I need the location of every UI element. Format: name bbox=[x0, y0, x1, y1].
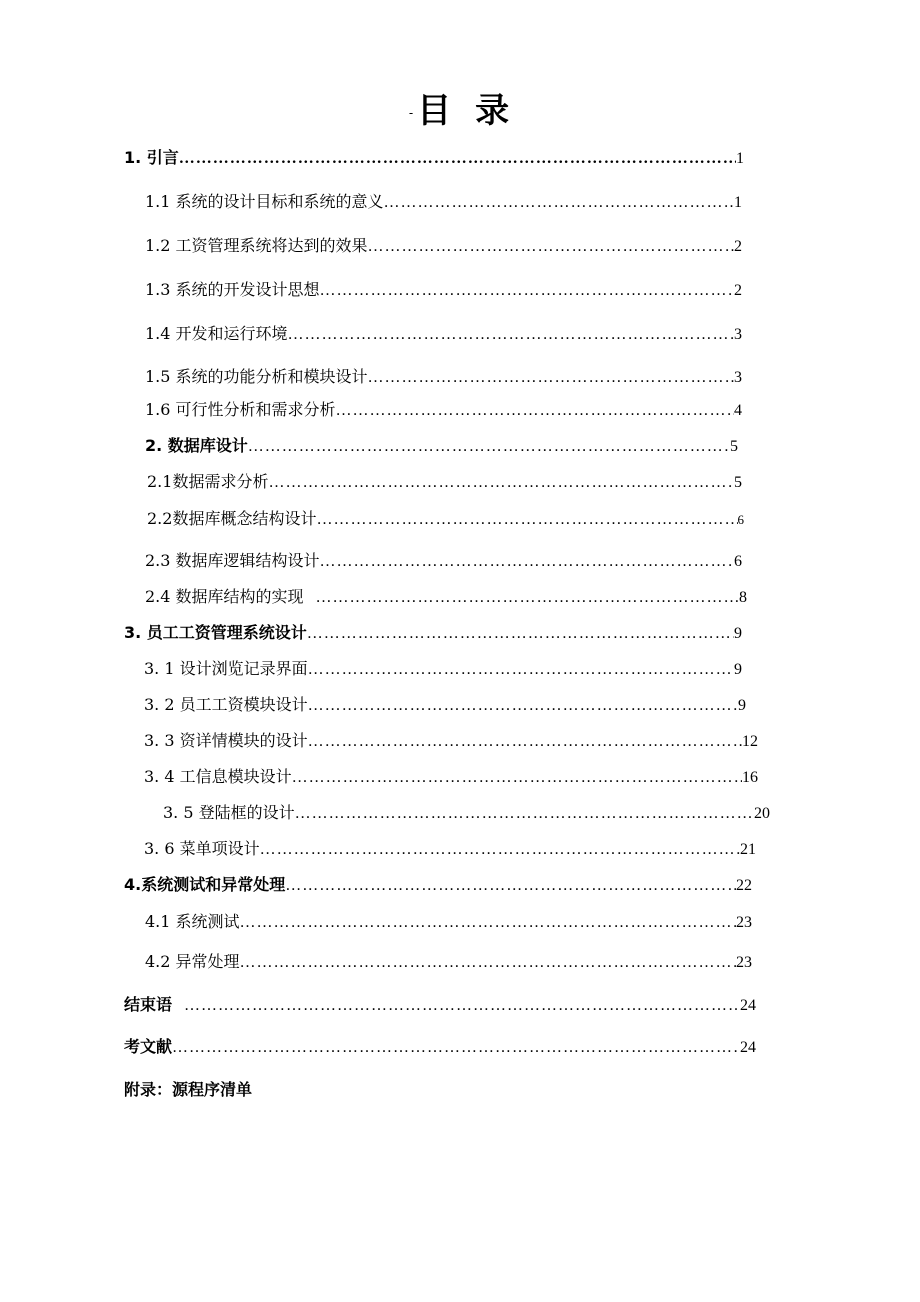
toc-entry-label: 3. 5 登陆框的设计 bbox=[163, 803, 295, 822]
toc-entry-page: 5 bbox=[730, 438, 738, 455]
toc-leader bbox=[240, 910, 736, 935]
toc-entry-label: 结束语 bbox=[124, 995, 173, 1014]
toc-entry[interactable] bbox=[145, 949, 752, 975]
toc-entry[interactable] bbox=[145, 321, 742, 347]
toc-entry-page: 2 bbox=[734, 238, 742, 255]
toc-entry-page: 9 bbox=[738, 697, 746, 714]
toc-entry-label: 3. 6 菜单项设计 bbox=[144, 839, 260, 858]
toc-entry-label: 2.1数据需求分析 bbox=[147, 472, 269, 491]
toc-entry[interactable] bbox=[144, 836, 756, 862]
toc-entry-page: 9 bbox=[734, 661, 742, 678]
toc-entry[interactable] bbox=[144, 764, 758, 790]
toc-entry[interactable] bbox=[124, 992, 756, 1018]
toc-entry[interactable] bbox=[145, 364, 742, 390]
toc-entry[interactable] bbox=[145, 548, 742, 574]
toc-entry-label: 2.4 数据库结构的实现 bbox=[145, 587, 304, 606]
toc-entry-label: 2.3 数据库逻辑结构设计 bbox=[145, 551, 320, 570]
toc-entry-page: 9 bbox=[734, 625, 742, 642]
toc-entry-page: 22 bbox=[736, 877, 752, 894]
toc-entry-page: 23 bbox=[736, 914, 752, 931]
toc-entry-page: 6 bbox=[737, 512, 744, 527]
toc-leader bbox=[240, 950, 736, 975]
toc-entry-label: 3. 1 设计浏览记录界面 bbox=[144, 659, 308, 678]
toc-entry-label: 1.3 系统的开发设计思想 bbox=[145, 280, 320, 299]
toc-entry-label: 2. 数据库设计 bbox=[145, 436, 248, 455]
toc-leader bbox=[307, 621, 734, 646]
toc-leader bbox=[308, 657, 734, 682]
toc-entry[interactable] bbox=[144, 728, 758, 754]
toc-entry[interactable] bbox=[144, 656, 742, 682]
toc-leader bbox=[308, 693, 738, 718]
toc-entry[interactable] bbox=[124, 620, 742, 646]
toc-entry-label: 附录：源程序清单 bbox=[124, 1080, 253, 1099]
toc-entry-label: 4.系统测试和异常处理 bbox=[124, 875, 286, 894]
toc-entry-label: 3. 4 工信息模块设计 bbox=[144, 767, 292, 786]
toc-entry-label: 3. 3 资详情模块的设计 bbox=[144, 731, 308, 750]
toc-entry-label: 考文献 bbox=[124, 1037, 173, 1056]
toc-entry-page: 21 bbox=[740, 841, 756, 858]
toc-leader bbox=[336, 398, 734, 423]
toc-leader bbox=[260, 837, 740, 862]
toc-leader bbox=[184, 993, 740, 1018]
toc-entry-label: 1.1 系统的设计目标和系统的意义 bbox=[145, 192, 384, 211]
toc-leader bbox=[179, 146, 736, 171]
toc-entry-page: 16 bbox=[742, 769, 758, 786]
toc-entry[interactable] bbox=[124, 872, 752, 898]
toc-entry-page: 8 bbox=[739, 589, 747, 606]
toc-entry[interactable] bbox=[145, 433, 738, 459]
toc-leader bbox=[316, 507, 737, 532]
toc-entry-label: 3. 2 员工工资模块设计 bbox=[144, 695, 308, 714]
title-mark: - bbox=[408, 105, 416, 120]
toc-entry-page: 5 bbox=[734, 474, 742, 491]
toc-entry[interactable] bbox=[147, 506, 744, 532]
toc-entry-label: 3. 员工工资管理系统设计 bbox=[124, 623, 307, 642]
toc-entry[interactable] bbox=[145, 584, 747, 610]
toc-leader bbox=[285, 873, 736, 898]
toc-entry[interactable] bbox=[163, 800, 770, 826]
toc-leader bbox=[172, 1035, 740, 1060]
toc-leader bbox=[248, 434, 730, 459]
toc-entry[interactable] bbox=[145, 397, 742, 423]
toc-leader bbox=[295, 801, 754, 826]
title-char-2: 录 bbox=[475, 91, 512, 131]
toc-leader bbox=[384, 190, 734, 215]
toc-leader bbox=[292, 765, 742, 790]
toc-entry-page: 3 bbox=[734, 369, 742, 386]
toc-entry[interactable] bbox=[145, 189, 742, 215]
toc-entry[interactable] bbox=[145, 233, 742, 259]
toc-leader bbox=[308, 729, 742, 754]
toc-leader bbox=[268, 470, 734, 495]
toc-entry-page: 24 bbox=[740, 997, 756, 1014]
toc-entry-page: 6 bbox=[734, 553, 742, 570]
toc-entry-label: 1.2 工资管理系统将达到的效果 bbox=[145, 236, 368, 255]
toc-entry[interactable] bbox=[145, 909, 752, 935]
toc-entry-label: 1.4 开发和运行环境 bbox=[145, 324, 288, 343]
toc-entry[interactable] bbox=[145, 277, 742, 303]
toc-entry-label: 1.6 可行性分析和需求分析 bbox=[145, 400, 336, 419]
toc-entry-page: 2 bbox=[734, 282, 742, 299]
toc-entry-appendix[interactable] bbox=[124, 1077, 424, 1103]
toc-entry-page: 20 bbox=[754, 805, 770, 822]
toc-entry-page: 3 bbox=[734, 326, 742, 343]
toc-entry[interactable] bbox=[124, 145, 744, 171]
toc-leader bbox=[368, 365, 734, 390]
toc-leader bbox=[288, 322, 734, 347]
title-char-1: 目 bbox=[417, 91, 454, 131]
toc-entry-page: 23 bbox=[736, 954, 752, 971]
page-title bbox=[0, 86, 920, 138]
toc-entry-page: 1 bbox=[734, 194, 742, 211]
toc-entry-label: 1. 引言 bbox=[124, 148, 179, 167]
toc-entry-label: 2.2数据库概念结构设计 bbox=[147, 509, 317, 528]
toc-entry[interactable] bbox=[124, 1034, 756, 1060]
toc-leader bbox=[368, 234, 734, 259]
toc-leader bbox=[320, 549, 734, 574]
toc-leader bbox=[320, 278, 734, 303]
toc-entry[interactable] bbox=[144, 692, 746, 718]
toc-leader bbox=[316, 585, 739, 610]
toc-entry-page: 4 bbox=[734, 402, 742, 419]
toc-entry-label: 4.2 异常处理 bbox=[145, 952, 240, 971]
toc-entry-page: 24 bbox=[740, 1039, 756, 1056]
toc-entry-label: 1.5 系统的功能分析和模块设计 bbox=[145, 367, 368, 386]
toc-entry-page: 12 bbox=[742, 733, 758, 750]
toc-entry-label: 4.1 系统测试 bbox=[145, 912, 240, 931]
toc-entry[interactable] bbox=[147, 469, 742, 495]
toc-entry-page: 1 bbox=[736, 150, 744, 167]
